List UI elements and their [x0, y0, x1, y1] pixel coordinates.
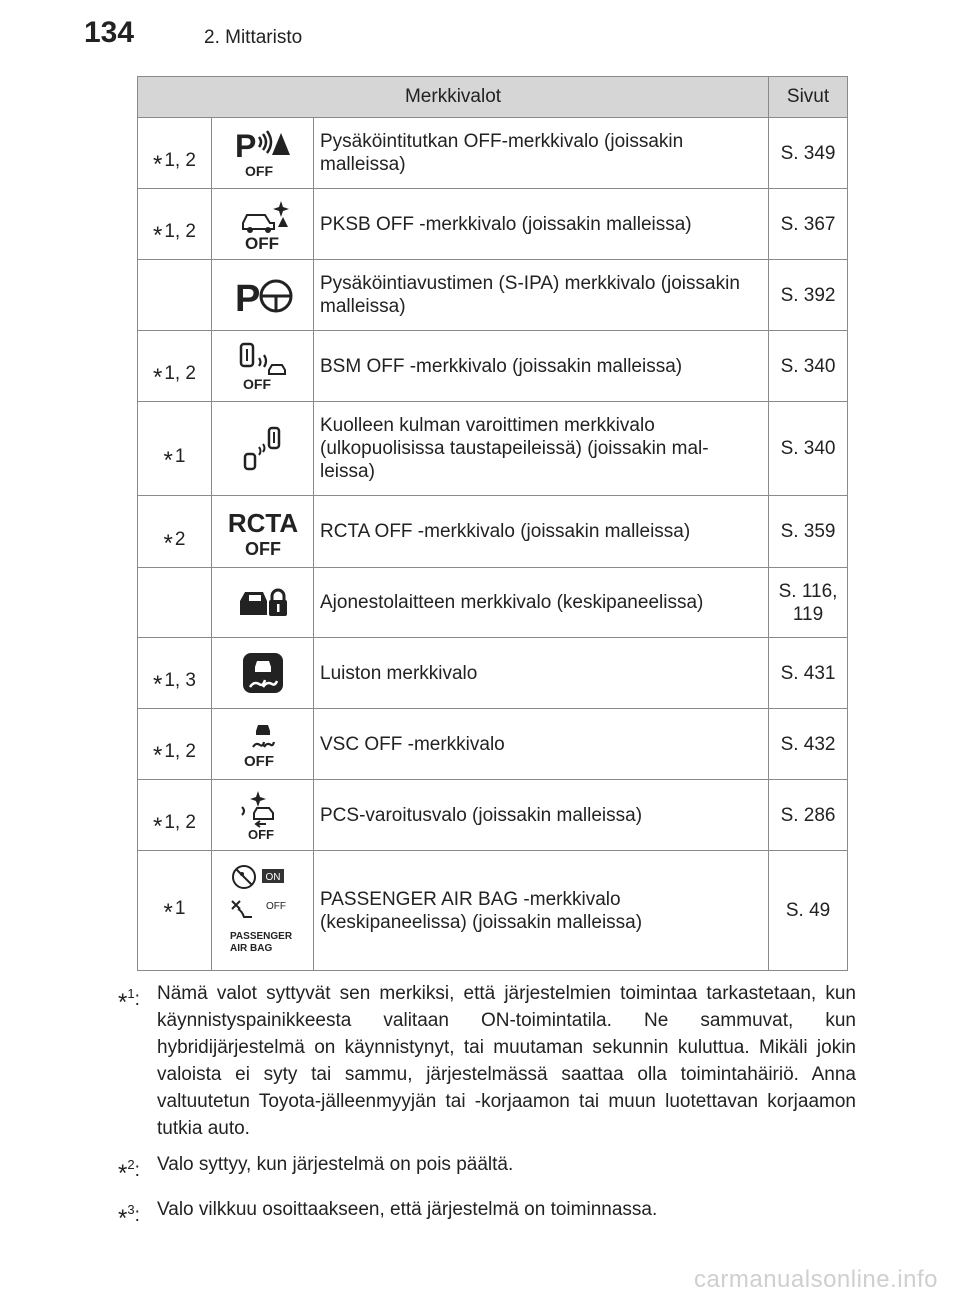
row-description: PCS-varoitusvalo (joissakin malleissa)	[314, 780, 769, 851]
svg-text:OFF: OFF	[244, 538, 281, 558]
svg-text:P: P	[234, 278, 260, 317]
svg-text:OFF: OFF	[242, 376, 271, 392]
footnote-mark: * 1, 2	[138, 709, 212, 780]
footnote-mark: * 1	[138, 402, 212, 496]
page-ref: S. 116, 119	[769, 568, 848, 638]
icon-cell	[212, 331, 314, 402]
section-title: 2. Mittaristo	[204, 27, 303, 48]
table-row	[138, 568, 848, 638]
row-description: VSC OFF -merkkivalo	[314, 709, 769, 780]
vsc-off-icon	[236, 719, 290, 769]
row-description: PKSB OFF -merkkivalo (joissakin malleissa)	[314, 189, 769, 260]
page-ref: S. 49	[769, 851, 848, 971]
slip-icon	[241, 651, 285, 695]
watermark: carmanualsonline.info	[694, 1266, 938, 1293]
table-row	[138, 709, 848, 780]
footnote-mark: * 1, 2	[138, 189, 212, 260]
page-ref: S. 432	[769, 709, 848, 780]
page-ref: S. 392	[769, 260, 848, 331]
footnote-mark: * 1	[138, 851, 212, 971]
footnote-1	[118, 980, 856, 1142]
footnote-text: Valo vilkkuu osoittaakseen, että järjestelmä on toiminnassa.	[157, 1199, 658, 1220]
icon-cell	[212, 189, 314, 260]
footnote-key: *$^2$:	[118, 1157, 140, 1187]
indicator-table	[137, 76, 848, 971]
footnote-key: *$^3$:	[118, 1202, 140, 1232]
svg-text:AIR BAG: AIR BAG	[229, 942, 272, 954]
passenger-airbag-icon	[226, 863, 300, 959]
pksb-off-icon	[233, 197, 293, 251]
blind-spot-icon	[239, 426, 287, 472]
table-row	[138, 496, 848, 568]
table-row	[138, 402, 848, 496]
icon-cell	[212, 402, 314, 496]
icon-cell	[212, 851, 314, 971]
col-header-pages: Sivut	[769, 77, 848, 118]
svg-text:ON: ON	[265, 871, 280, 883]
footnote-mark: * 1, 2	[138, 780, 212, 851]
row-description: PASSENGER AIR BAG -merkkivalo (keskipaneelissa) (joissakin malleissa)	[314, 851, 769, 971]
table-row	[138, 638, 848, 709]
row-description: RCTA OFF -merkkivalo (joissakin malleissa)	[314, 496, 769, 568]
page-ref: S. 431	[769, 638, 848, 709]
footnote-2	[118, 1151, 856, 1187]
page-ref: S. 349	[769, 118, 848, 189]
footnotes	[118, 980, 856, 1241]
footnote-3	[118, 1196, 856, 1232]
table-row	[138, 331, 848, 402]
footnote-mark: * 1, 3	[138, 638, 212, 709]
page-ref: S. 340	[769, 402, 848, 496]
row-description: BSM OFF -merkkivalo (joissakin malleissa)	[314, 331, 769, 402]
footnote-key: *$^1$:	[118, 986, 140, 1016]
footnote-mark: * 2	[138, 496, 212, 568]
bsm-off-icon	[235, 340, 291, 392]
footnote-mark	[138, 260, 212, 331]
parking-assist-icon	[231, 273, 295, 317]
footnote-mark: * 1, 2	[138, 331, 212, 402]
svg-text:RCTA: RCTA	[227, 507, 298, 538]
icon-cell	[212, 568, 314, 638]
row-description: Luiston merkkivalo	[314, 638, 769, 709]
parking-sensor-off-icon	[233, 127, 293, 179]
table-row	[138, 780, 848, 851]
row-description: Ajonestolaitteen merkkivalo (keskipaneelissa)	[314, 568, 769, 638]
svg-text:PASSENGER: PASSENGER	[229, 930, 292, 942]
row-description: Pysäköintitutkan OFF-merkkivalo (joissakin malleissa)	[314, 118, 769, 189]
pcs-warning-icon	[236, 789, 290, 841]
icon-cell	[212, 260, 314, 331]
row-description: Pysäköintiavustimen (S-IPA) merkkivalo (joissakin malleissa)	[314, 260, 769, 331]
footnote-text: Valo syttyy, kun järjestelmä on pois päältä.	[157, 1154, 514, 1175]
table-row	[138, 118, 848, 189]
table-header-row	[138, 77, 848, 118]
svg-text:OFF: OFF	[244, 163, 273, 179]
icon-cell	[212, 780, 314, 851]
immobilizer-icon	[236, 585, 290, 621]
svg-text:OFF: OFF	[265, 900, 286, 912]
icon-cell	[212, 638, 314, 709]
table-row	[138, 851, 848, 971]
page-ref: S. 286	[769, 780, 848, 851]
footnote-mark	[138, 568, 212, 638]
svg-text:P: P	[234, 128, 256, 164]
svg-text:OFF: OFF	[244, 234, 279, 251]
icon-cell	[212, 496, 314, 568]
page-ref: S. 367	[769, 189, 848, 260]
page-ref: S. 359	[769, 496, 848, 568]
table-row	[138, 189, 848, 260]
footnote-mark: * 1, 2	[138, 118, 212, 189]
row-description: Kuolleen kulman varoittimen merkkivalo (ulkopuolisissa taustapeileissä) (joissakin mal-leissa)	[314, 402, 769, 496]
svg-text:OFF: OFF	[243, 753, 274, 769]
col-header-lamps: Merkkivalot	[138, 77, 769, 118]
icon-cell	[212, 118, 314, 189]
icon-cell	[212, 709, 314, 780]
page-number: 134	[84, 16, 135, 49]
page-ref: S. 340	[769, 331, 848, 402]
table-row	[138, 260, 848, 331]
rcta-off-icon	[226, 506, 300, 558]
footnote-text: Nämä valot syttyvät sen merkiksi, että järjestelmien toimintaa tarkastetaan, kun käynnistyspainikkeesta valitaan ON-toimintatila. Ne sammuvat, kun hybridijärjestelmä on käynnistynyt, tai muutaman sekunnin kuluttua. Mikäli jokin valoista ei syty tai sammu, järjestelmässä saattaa olla toimintahäiriö. Anna valtuutetun Toyota-jälleenmyyjän tai -korjaamon tai muun luotettavan korjaamon tutkia auto.	[157, 983, 856, 1139]
svg-text:OFF: OFF	[247, 827, 274, 841]
